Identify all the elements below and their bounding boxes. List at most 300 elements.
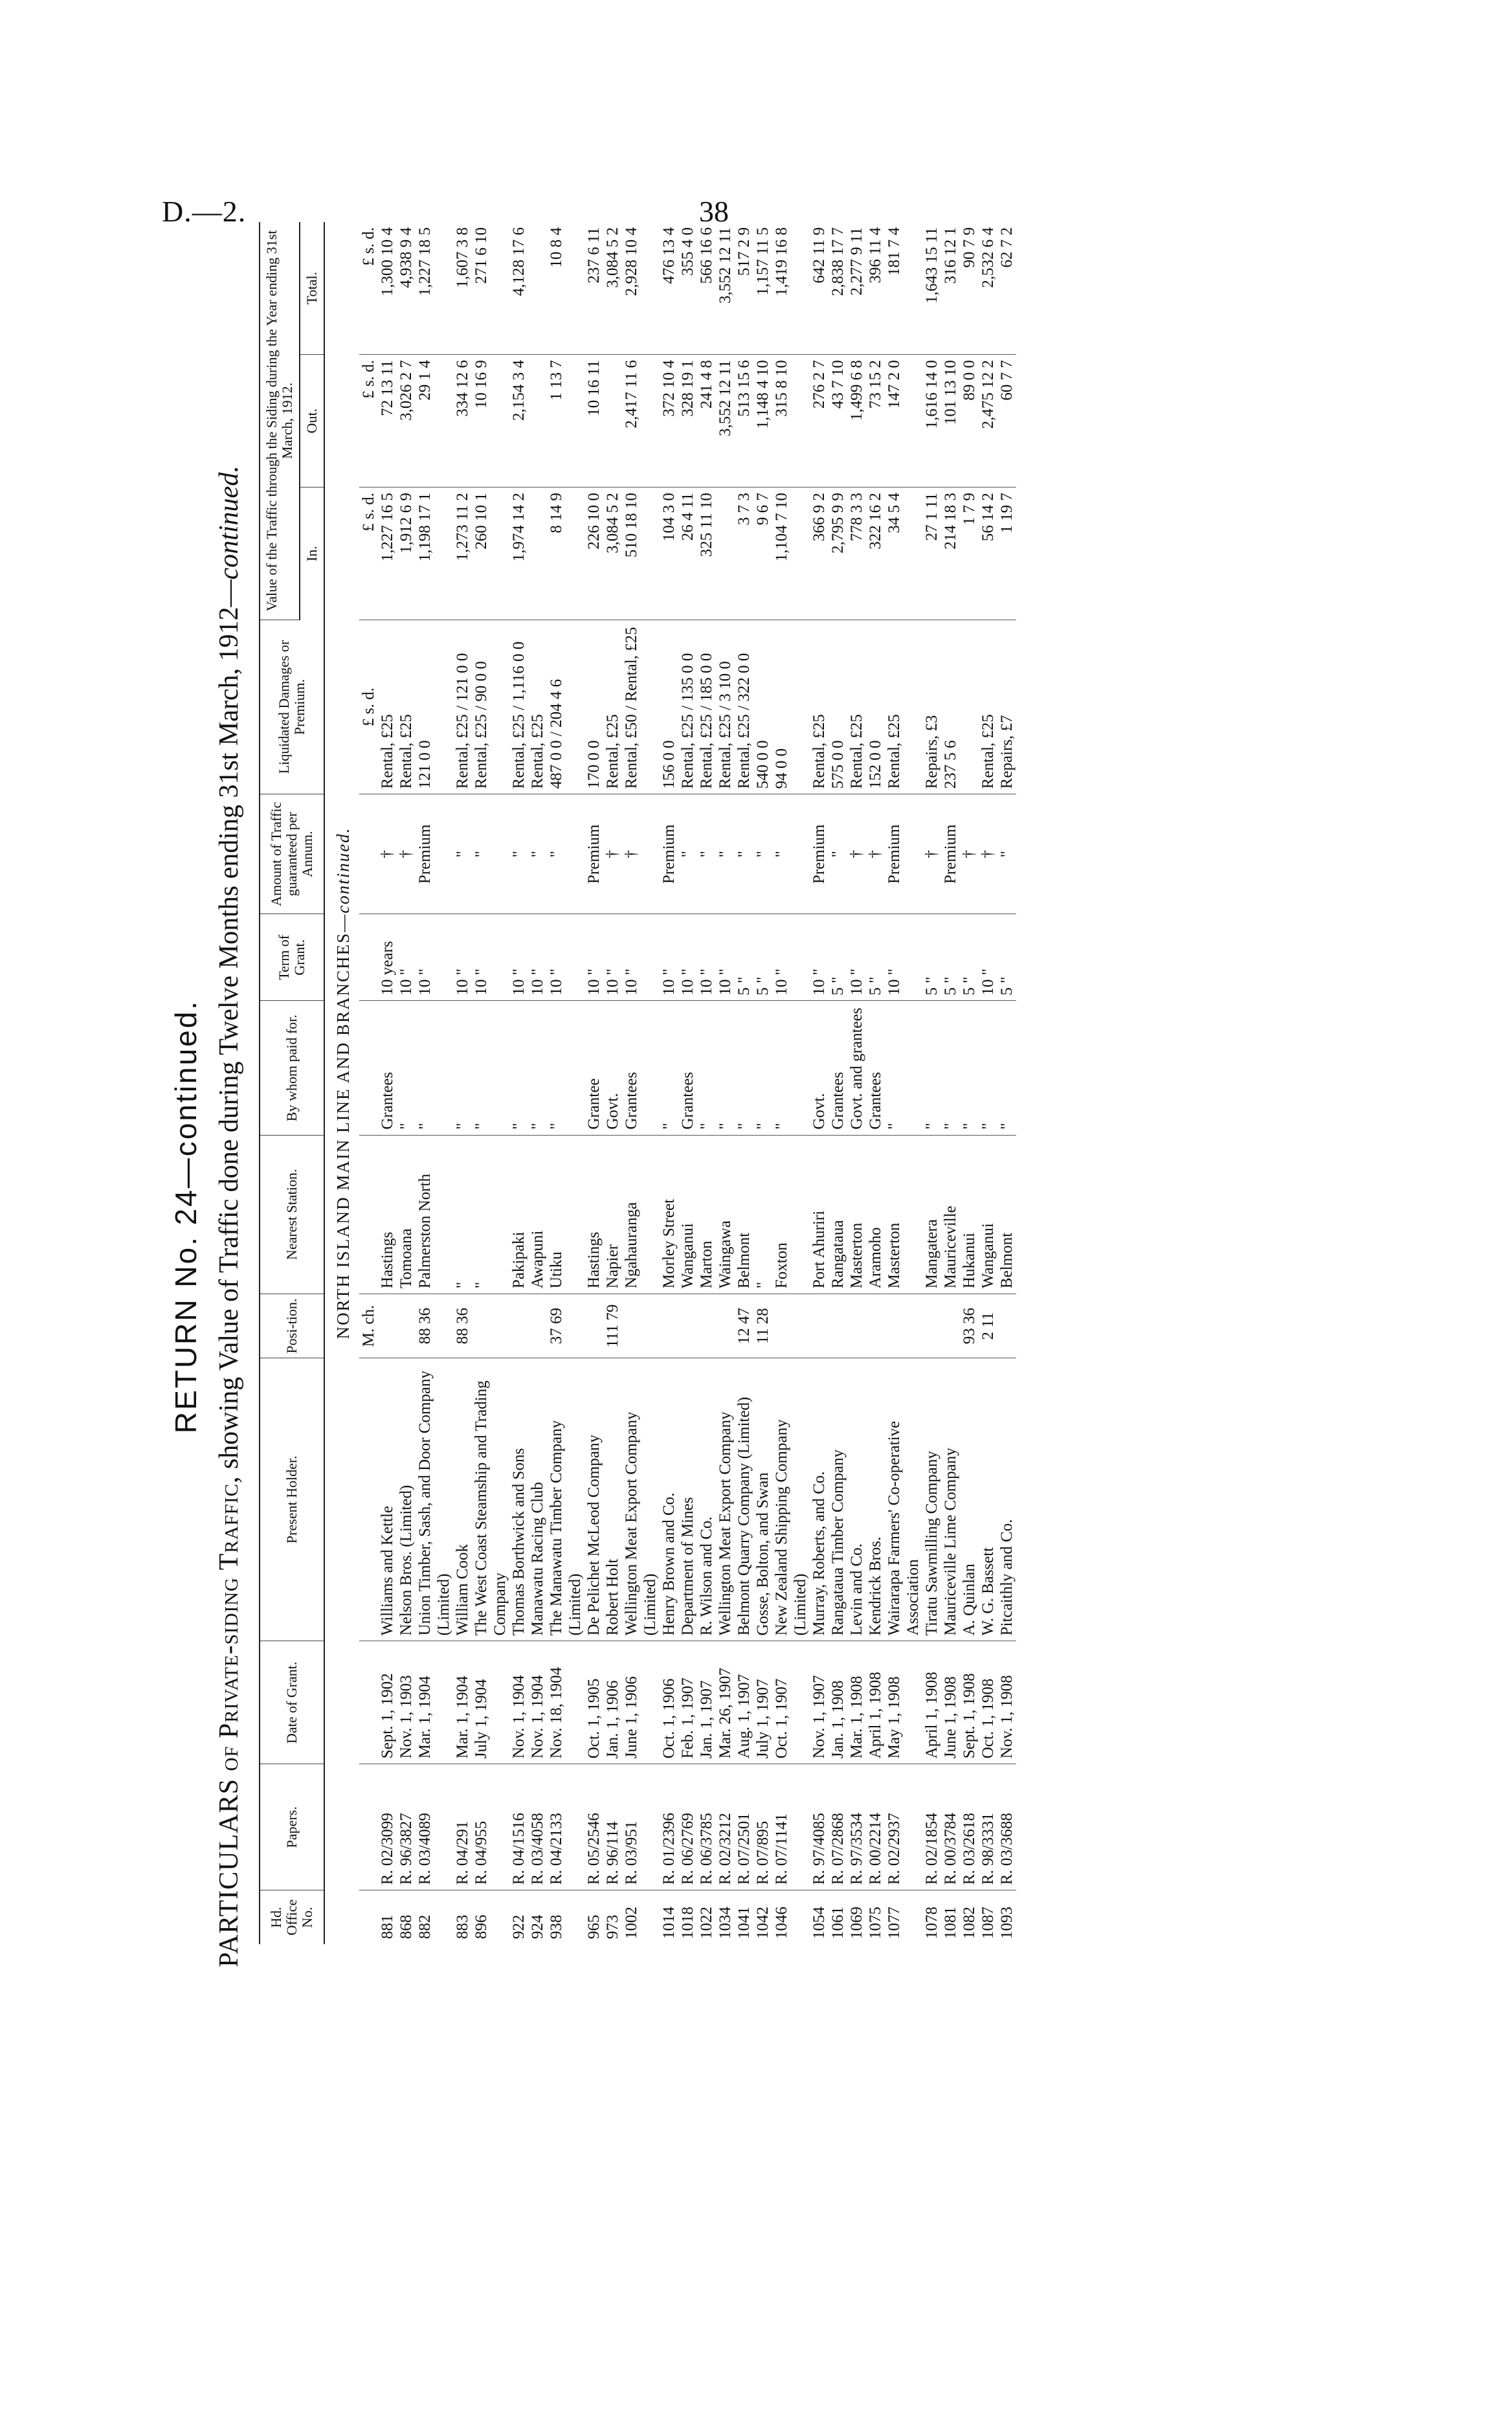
row-papers: R. 00/2214	[866, 1764, 885, 1890]
row-amount: †	[847, 794, 866, 914]
row-station: Port Ahuriri	[810, 1135, 828, 1294]
row-paid-for: Grantees	[828, 1001, 847, 1135]
row-total: 2,928 10 4	[622, 222, 660, 355]
row-amount: "	[697, 794, 716, 914]
row-station: Hastings	[378, 1135, 397, 1294]
row-out: 1,616 14 0	[922, 355, 941, 488]
row-holder: New Zealand Shipping Company (Limited)	[772, 1358, 810, 1641]
row-out: 1 13 7	[547, 355, 584, 488]
row-paid-for: Grantees	[678, 1001, 697, 1135]
table-row	[603, 222, 622, 1944]
row-position: 88 36	[453, 1294, 472, 1358]
row-total: 1,643 15 11	[922, 222, 941, 355]
row-term: 10 "	[584, 914, 603, 1001]
row-out: 2,154 3 4	[509, 355, 528, 488]
row-papers: R. 00/3784	[941, 1764, 960, 1890]
row-hd-office: 896	[472, 1914, 490, 1939]
row-paid-for: "	[660, 1001, 678, 1135]
row-paid-for: Grantees	[622, 1001, 660, 1135]
row-papers: R. 02/1854	[922, 1764, 941, 1890]
row-damages: 170 0 0	[584, 620, 603, 794]
row-paid-for: Grantee	[584, 1001, 603, 1135]
row-papers: R. 07/2501	[735, 1764, 753, 1890]
row-term: 10 "	[678, 914, 697, 1001]
table-row	[622, 222, 660, 1944]
row-amount: Premium	[584, 794, 603, 914]
row-position	[716, 1294, 735, 1358]
row-in: 9 6 7	[753, 488, 772, 620]
row-out: 89 0 0	[960, 355, 979, 488]
row-paid-for: "	[547, 1001, 584, 1135]
row-date: Oct. 1, 1906	[660, 1641, 678, 1764]
row-damages: Repairs, £3	[922, 620, 941, 794]
row-total: 90 7 9	[960, 222, 979, 355]
table-body	[324, 222, 1016, 1944]
subtitle-suffix: continued.	[214, 465, 244, 580]
row-hd-office: 938	[548, 1914, 565, 1939]
row-date: Feb. 1, 1907	[678, 1641, 697, 1764]
row-total: 271 6 10	[472, 222, 509, 355]
row-position	[378, 1294, 397, 1358]
row-damages: Rental, £25 / 90 0 0	[472, 620, 509, 794]
row-station: Masterton	[885, 1135, 922, 1294]
row-term: 10 "	[416, 914, 453, 1001]
row-papers: R. 02/2937	[885, 1764, 922, 1890]
row-station: Belmont	[735, 1135, 753, 1294]
row-station: Wanganui	[979, 1135, 997, 1294]
row-out: 29 1 4	[416, 355, 453, 488]
row-amount: Premium	[885, 794, 922, 914]
row-paid-for: Govt. and grantees	[847, 1001, 866, 1135]
row-out: 334 12 6	[453, 355, 472, 488]
row-term: 5 "	[997, 914, 1016, 1001]
row-holder: Kendrick Bros.	[866, 1358, 885, 1641]
return-title: RETURN No. 24—continued.	[169, 999, 203, 1434]
table-row	[678, 222, 697, 1944]
row-papers: R. 04/955	[472, 1764, 509, 1890]
row-date: Nov. 1, 1903	[397, 1641, 416, 1764]
row-papers: R. 03/3688	[997, 1764, 1016, 1890]
row-station: Masterton	[847, 1135, 866, 1294]
row-position: 88 36	[416, 1294, 453, 1358]
row-total: 3,084 5 2	[603, 222, 622, 355]
row-term: 10 "	[810, 914, 828, 1001]
row-term: 10 "	[847, 914, 866, 1001]
row-term: 10 "	[885, 914, 922, 1001]
row-in: 325 11 10	[697, 488, 716, 620]
row-hd-office: 1041	[735, 1907, 753, 1939]
row-paid-for: Govt.	[810, 1001, 828, 1135]
table-row	[528, 222, 547, 1944]
row-damages: Rental, £25	[603, 620, 622, 794]
section-title: NORTH ISLAND MAIN LINE AND BRANCHES—	[333, 913, 353, 1340]
row-station: Waingawa	[716, 1135, 735, 1294]
row-hd-office: 1087	[979, 1907, 997, 1939]
row-date: Jan. 1, 1907	[697, 1641, 716, 1764]
row-holder: Williams and Kettle	[378, 1358, 397, 1641]
row-total: 517 2 9	[735, 222, 753, 355]
row-paid-for: Grantees	[378, 1001, 397, 1135]
row-in: 3,084 5 2	[603, 488, 622, 620]
row-paid-for: "	[453, 1001, 472, 1135]
row-position	[660, 1294, 678, 1358]
row-amount: "	[772, 794, 810, 914]
table-row	[472, 222, 509, 1944]
row-hd-office: 1077	[885, 1907, 903, 1939]
row-total: 2,838 17 7	[828, 222, 847, 355]
row-amount: Premium	[416, 794, 453, 914]
row-holder: The Manawatu Timber Company (Limited)	[547, 1358, 584, 1641]
row-date: Nov. 1, 1908	[997, 1641, 1016, 1764]
row-damages: 121 0 0	[416, 620, 453, 794]
row-out: 2,475 12 2	[979, 355, 997, 488]
table-row	[735, 222, 753, 1944]
row-position	[622, 1294, 660, 1358]
row-position	[772, 1294, 810, 1358]
row-paid-for: "	[960, 1001, 979, 1135]
row-amount: "	[453, 794, 472, 914]
row-holder: Wairarapa Farmers' Co-operative Association	[885, 1358, 922, 1641]
row-damages: 156 0 0	[660, 620, 678, 794]
row-term: 10 "	[528, 914, 547, 1001]
row-papers: R. 03/4058	[528, 1764, 547, 1890]
row-holder: Manawatu Racing Club	[528, 1358, 547, 1641]
col-date: Date of Grant.	[260, 1641, 324, 1764]
table-row	[397, 222, 416, 1944]
row-station: Mauriceville	[941, 1135, 960, 1294]
row-in: 322 16 2	[866, 488, 885, 620]
row-position	[697, 1294, 716, 1358]
row-station: Utiku	[547, 1135, 584, 1294]
row-hd-office: 868	[397, 1914, 415, 1939]
row-term: 10 "	[772, 914, 810, 1001]
row-papers: R. 01/2396	[660, 1764, 678, 1890]
col-value-group: Value of the Traffic through the Siding during the Year ending 31st March, 1912.	[260, 222, 300, 620]
row-date: May 1, 1908	[885, 1641, 922, 1764]
row-term: 10 "	[622, 914, 660, 1001]
row-paid-for: "	[528, 1001, 547, 1135]
row-papers: R. 04/2133	[547, 1764, 584, 1890]
row-total: 237 6 11	[584, 222, 603, 355]
row-damages: 237 5 6	[941, 620, 960, 794]
row-term: 5 "	[828, 914, 847, 1001]
row-station: Palmerston North	[416, 1135, 453, 1294]
row-holder: Belmont Quarry Company (Limited)	[735, 1358, 753, 1641]
row-date: June 1, 1906	[622, 1641, 660, 1764]
row-date: Nov. 1, 1907	[810, 1641, 828, 1764]
row-in: 366 9 2	[810, 488, 828, 620]
table-row	[584, 222, 603, 1944]
col-station: Nearest Station.	[260, 1135, 324, 1294]
row-out: 43 7 10	[828, 355, 847, 488]
row-term: 10 "	[397, 914, 416, 1001]
row-amount: "	[547, 794, 584, 914]
row-position: 111 79	[603, 1294, 622, 1358]
row-in: 226 10 0	[584, 488, 603, 620]
row-paid-for: "	[697, 1001, 716, 1135]
row-damages: Rental, £25	[979, 620, 997, 794]
row-out: 372 10 4	[660, 355, 678, 488]
row-papers: R. 03/4089	[416, 1764, 453, 1890]
row-amount: †	[378, 794, 397, 914]
row-position	[866, 1294, 885, 1358]
row-date: Nov. 18, 1904	[547, 1641, 584, 1764]
row-total: 1,419 16 8	[772, 222, 810, 355]
row-damages: Rental, £50 / Rental, £25	[622, 620, 660, 794]
row-date: July 1, 1904	[472, 1641, 509, 1764]
units-damages: £ s. d.	[359, 620, 378, 794]
row-station: Awapuni	[528, 1135, 547, 1294]
section-suffix: continued.	[333, 827, 353, 914]
row-holder: Rangataua Timber Company	[828, 1358, 847, 1641]
row-out: 60 7 7	[997, 355, 1016, 488]
row-out: 73 15 2	[866, 355, 885, 488]
row-date: July 1, 1907	[753, 1641, 772, 1764]
row-papers: R. 02/3212	[716, 1764, 735, 1890]
row-damages: 540 0 0	[753, 620, 772, 794]
row-hd-office: 922	[510, 1914, 528, 1939]
table-row	[866, 222, 885, 1944]
row-paid-for: "	[753, 1001, 772, 1135]
row-hd-office: 1014	[660, 1907, 678, 1939]
row-amount: †	[922, 794, 941, 914]
col-papers: Papers.	[260, 1764, 324, 1890]
row-station: Rangataua	[828, 1135, 847, 1294]
row-in: 27 1 11	[922, 488, 941, 620]
row-station: Mangatera	[922, 1135, 941, 1294]
row-holder: Murray, Roberts, and Co.	[810, 1358, 828, 1641]
row-papers: R. 06/2769	[678, 1764, 697, 1890]
row-out: 1,148 4 10	[753, 355, 772, 488]
row-position	[472, 1294, 509, 1358]
row-date: Jan. 1, 1906	[603, 1641, 622, 1764]
row-in: 34 5 4	[885, 488, 922, 620]
row-date: Mar. 1, 1904	[416, 1641, 453, 1764]
row-in: 104 3 0	[660, 488, 678, 620]
row-paid-for: "	[509, 1001, 528, 1135]
units-row	[359, 222, 378, 1944]
row-position: 93 36	[960, 1294, 979, 1358]
table-row	[941, 222, 960, 1944]
row-station: Ngahauranga	[622, 1135, 660, 1294]
row-total: 566 16 6	[697, 222, 716, 355]
row-position: 12 47	[735, 1294, 753, 1358]
row-date: Nov. 1, 1904	[509, 1641, 528, 1764]
row-holder: W. G. Bassett	[979, 1358, 997, 1641]
page-header-left: D.—2.	[162, 195, 247, 228]
row-amount: Premium	[941, 794, 960, 914]
row-date: Mar. 26, 1907	[716, 1641, 735, 1764]
row-papers: R. 98/3331	[979, 1764, 997, 1890]
row-damages: 487 0 0 / 204 4 6	[547, 620, 584, 794]
row-holder: Wellington Meat Export Company	[716, 1358, 735, 1641]
row-total: 2,532 6 4	[979, 222, 997, 355]
row-term: 10 "	[603, 914, 622, 1001]
row-paid-for: "	[416, 1001, 453, 1135]
row-total: 1,157 11 5	[753, 222, 772, 355]
row-out: 2,417 11 6	[622, 355, 660, 488]
row-hd-office: 1034	[717, 1907, 734, 1939]
row-total: 1,607 3 8	[453, 222, 472, 355]
row-term: 5 "	[922, 914, 941, 1001]
row-amount: †	[960, 794, 979, 914]
row-date: April 1, 1908	[922, 1641, 941, 1764]
row-total: 62 7 2	[997, 222, 1016, 355]
table-row	[753, 222, 772, 1944]
row-date: Mar. 1, 1904	[453, 1641, 472, 1764]
row-papers: R. 07/2868	[828, 1764, 847, 1890]
row-out: 3,026 2 7	[397, 355, 416, 488]
row-damages: Rental, £25	[528, 620, 547, 794]
col-out: Out.	[300, 355, 324, 488]
row-total: 396 11 4	[866, 222, 885, 355]
row-papers: R. 05/2546	[584, 1764, 603, 1890]
row-station: Pakipaki	[509, 1135, 528, 1294]
row-paid-for: "	[716, 1001, 735, 1135]
row-term: 5 "	[941, 914, 960, 1001]
row-amount: Premium	[660, 794, 678, 914]
row-in: 1 19 7	[997, 488, 1016, 620]
row-hd-office: 1093	[998, 1907, 1016, 1939]
row-holder: Gosse, Bolton, and Swan	[753, 1358, 772, 1641]
col-hd-office: Hd. Office No.	[260, 1890, 324, 1944]
units-in: £ s. d.	[359, 488, 378, 620]
row-out: 3,552 12 11	[716, 355, 735, 488]
row-in: 260 10 1	[472, 488, 509, 620]
row-term: 5 "	[753, 914, 772, 1001]
row-station: "	[472, 1135, 509, 1294]
row-out: 328 19 1	[678, 355, 697, 488]
row-total	[528, 222, 547, 355]
row-amount: †	[866, 794, 885, 914]
row-station: Belmont	[997, 1135, 1016, 1294]
table-row	[772, 222, 810, 1944]
row-holder: Levin and Co.	[847, 1358, 866, 1641]
row-date: Sept. 1, 1902	[378, 1641, 397, 1764]
row-in: 1,227 16 5	[378, 488, 397, 620]
table-row	[378, 222, 397, 1944]
row-hd-office: 965	[585, 1914, 603, 1939]
row-papers: R. 97/3534	[847, 1764, 866, 1890]
row-station: Foxton	[772, 1135, 810, 1294]
row-total: 3,552 12 11	[716, 222, 735, 355]
row-paid-for: "	[997, 1001, 1016, 1135]
row-holder: A. Quinlan	[960, 1358, 979, 1641]
table-row	[997, 222, 1016, 1944]
row-amount: †	[603, 794, 622, 914]
row-paid-for: "	[885, 1001, 922, 1135]
row-out: 1,499 6 8	[847, 355, 866, 488]
row-paid-for: "	[397, 1001, 416, 1135]
return-subtitle	[214, 0, 245, 2433]
row-term: 10 "	[453, 914, 472, 1001]
row-term: 10 "	[697, 914, 716, 1001]
row-papers: R. 04/1516	[509, 1764, 528, 1890]
row-damages: 152 0 0	[866, 620, 885, 794]
table-row	[979, 222, 997, 1944]
row-in: 3 7 3	[735, 488, 753, 620]
row-total: 1,227 18 5	[416, 222, 453, 355]
row-papers: R. 97/4085	[810, 1764, 828, 1890]
row-amount: Premium	[810, 794, 828, 914]
row-hd-office: 1002	[623, 1907, 640, 1939]
row-in: 510 18 10	[622, 488, 660, 620]
row-date: Oct. 1, 1907	[772, 1641, 810, 1764]
table-row	[922, 222, 941, 1944]
row-term: 10 "	[509, 914, 528, 1001]
row-position	[584, 1294, 603, 1358]
row-station: Aramoho	[866, 1135, 885, 1294]
table-row	[716, 222, 735, 1944]
col-paid-for: By whom paid for.	[260, 1001, 324, 1135]
row-position: 37 69	[547, 1294, 584, 1358]
row-out	[603, 355, 622, 488]
row-out: 72 13 11	[378, 355, 397, 488]
row-damages: Rental, £25 / 3 10 0	[716, 620, 735, 794]
row-station: Marton	[697, 1135, 716, 1294]
row-out: 315 8 10	[772, 355, 810, 488]
row-paid-for: Govt.	[603, 1001, 622, 1135]
row-in: 214 18 3	[941, 488, 960, 620]
row-paid-for: "	[472, 1001, 509, 1135]
row-paid-for: "	[735, 1001, 753, 1135]
row-date: June 1, 1908	[941, 1641, 960, 1764]
row-hd-office: 1042	[754, 1907, 772, 1939]
row-date: Mar. 1, 1908	[847, 1641, 866, 1764]
row-position	[941, 1294, 960, 1358]
row-in: 1,273 11 2	[453, 488, 472, 620]
row-in: 8 14 9	[547, 488, 584, 620]
row-hd-office: 1081	[942, 1907, 959, 1939]
row-holder: R. Wilson and Co.	[697, 1358, 716, 1641]
row-total: 2,277 9 11	[847, 222, 866, 355]
row-out: 10 16 11	[584, 355, 603, 488]
row-amount: "	[828, 794, 847, 914]
row-damages: Rental, £25 / 185 0 0	[697, 620, 716, 794]
row-term: 10 "	[716, 914, 735, 1001]
row-in: 1,974 14 2	[509, 488, 528, 620]
row-term: 5 "	[960, 914, 979, 1001]
row-papers: R. 07/895	[753, 1764, 772, 1890]
row-position	[678, 1294, 697, 1358]
row-in: 56 14 2	[979, 488, 997, 620]
table-row	[960, 222, 979, 1944]
row-in	[528, 488, 547, 620]
row-papers: R. 02/3099	[378, 1764, 397, 1890]
row-hd-office: 1078	[923, 1907, 940, 1939]
row-paid-for: "	[941, 1001, 960, 1135]
table-row	[660, 222, 678, 1944]
row-hd-office: 1018	[679, 1907, 696, 1939]
row-term: 10 "	[979, 914, 997, 1001]
row-papers: R. 07/1141	[772, 1764, 810, 1890]
row-total: 4,128 17 6	[509, 222, 528, 355]
row-total: 4,938 9 4	[397, 222, 416, 355]
row-damages: Rental, £25 / 322 0 0	[735, 620, 753, 794]
row-in	[716, 488, 735, 620]
row-amount: "	[509, 794, 528, 914]
row-out: 10 16 9	[472, 355, 509, 488]
row-holder: Wellington Meat Export Company (Limited)	[622, 1358, 660, 1641]
row-hd-office: 1022	[698, 1907, 715, 1939]
row-position: 2 11	[979, 1294, 997, 1358]
row-date: Oct. 1, 1905	[584, 1641, 603, 1764]
row-holder: Pitcaithly and Co.	[997, 1358, 1016, 1641]
row-papers: R. 03/2618	[960, 1764, 979, 1890]
row-holder: The West Coast Steamship and Trading Company	[472, 1358, 509, 1641]
row-total: 355 4 0	[678, 222, 697, 355]
row-papers: R. 96/114	[603, 1764, 622, 1890]
